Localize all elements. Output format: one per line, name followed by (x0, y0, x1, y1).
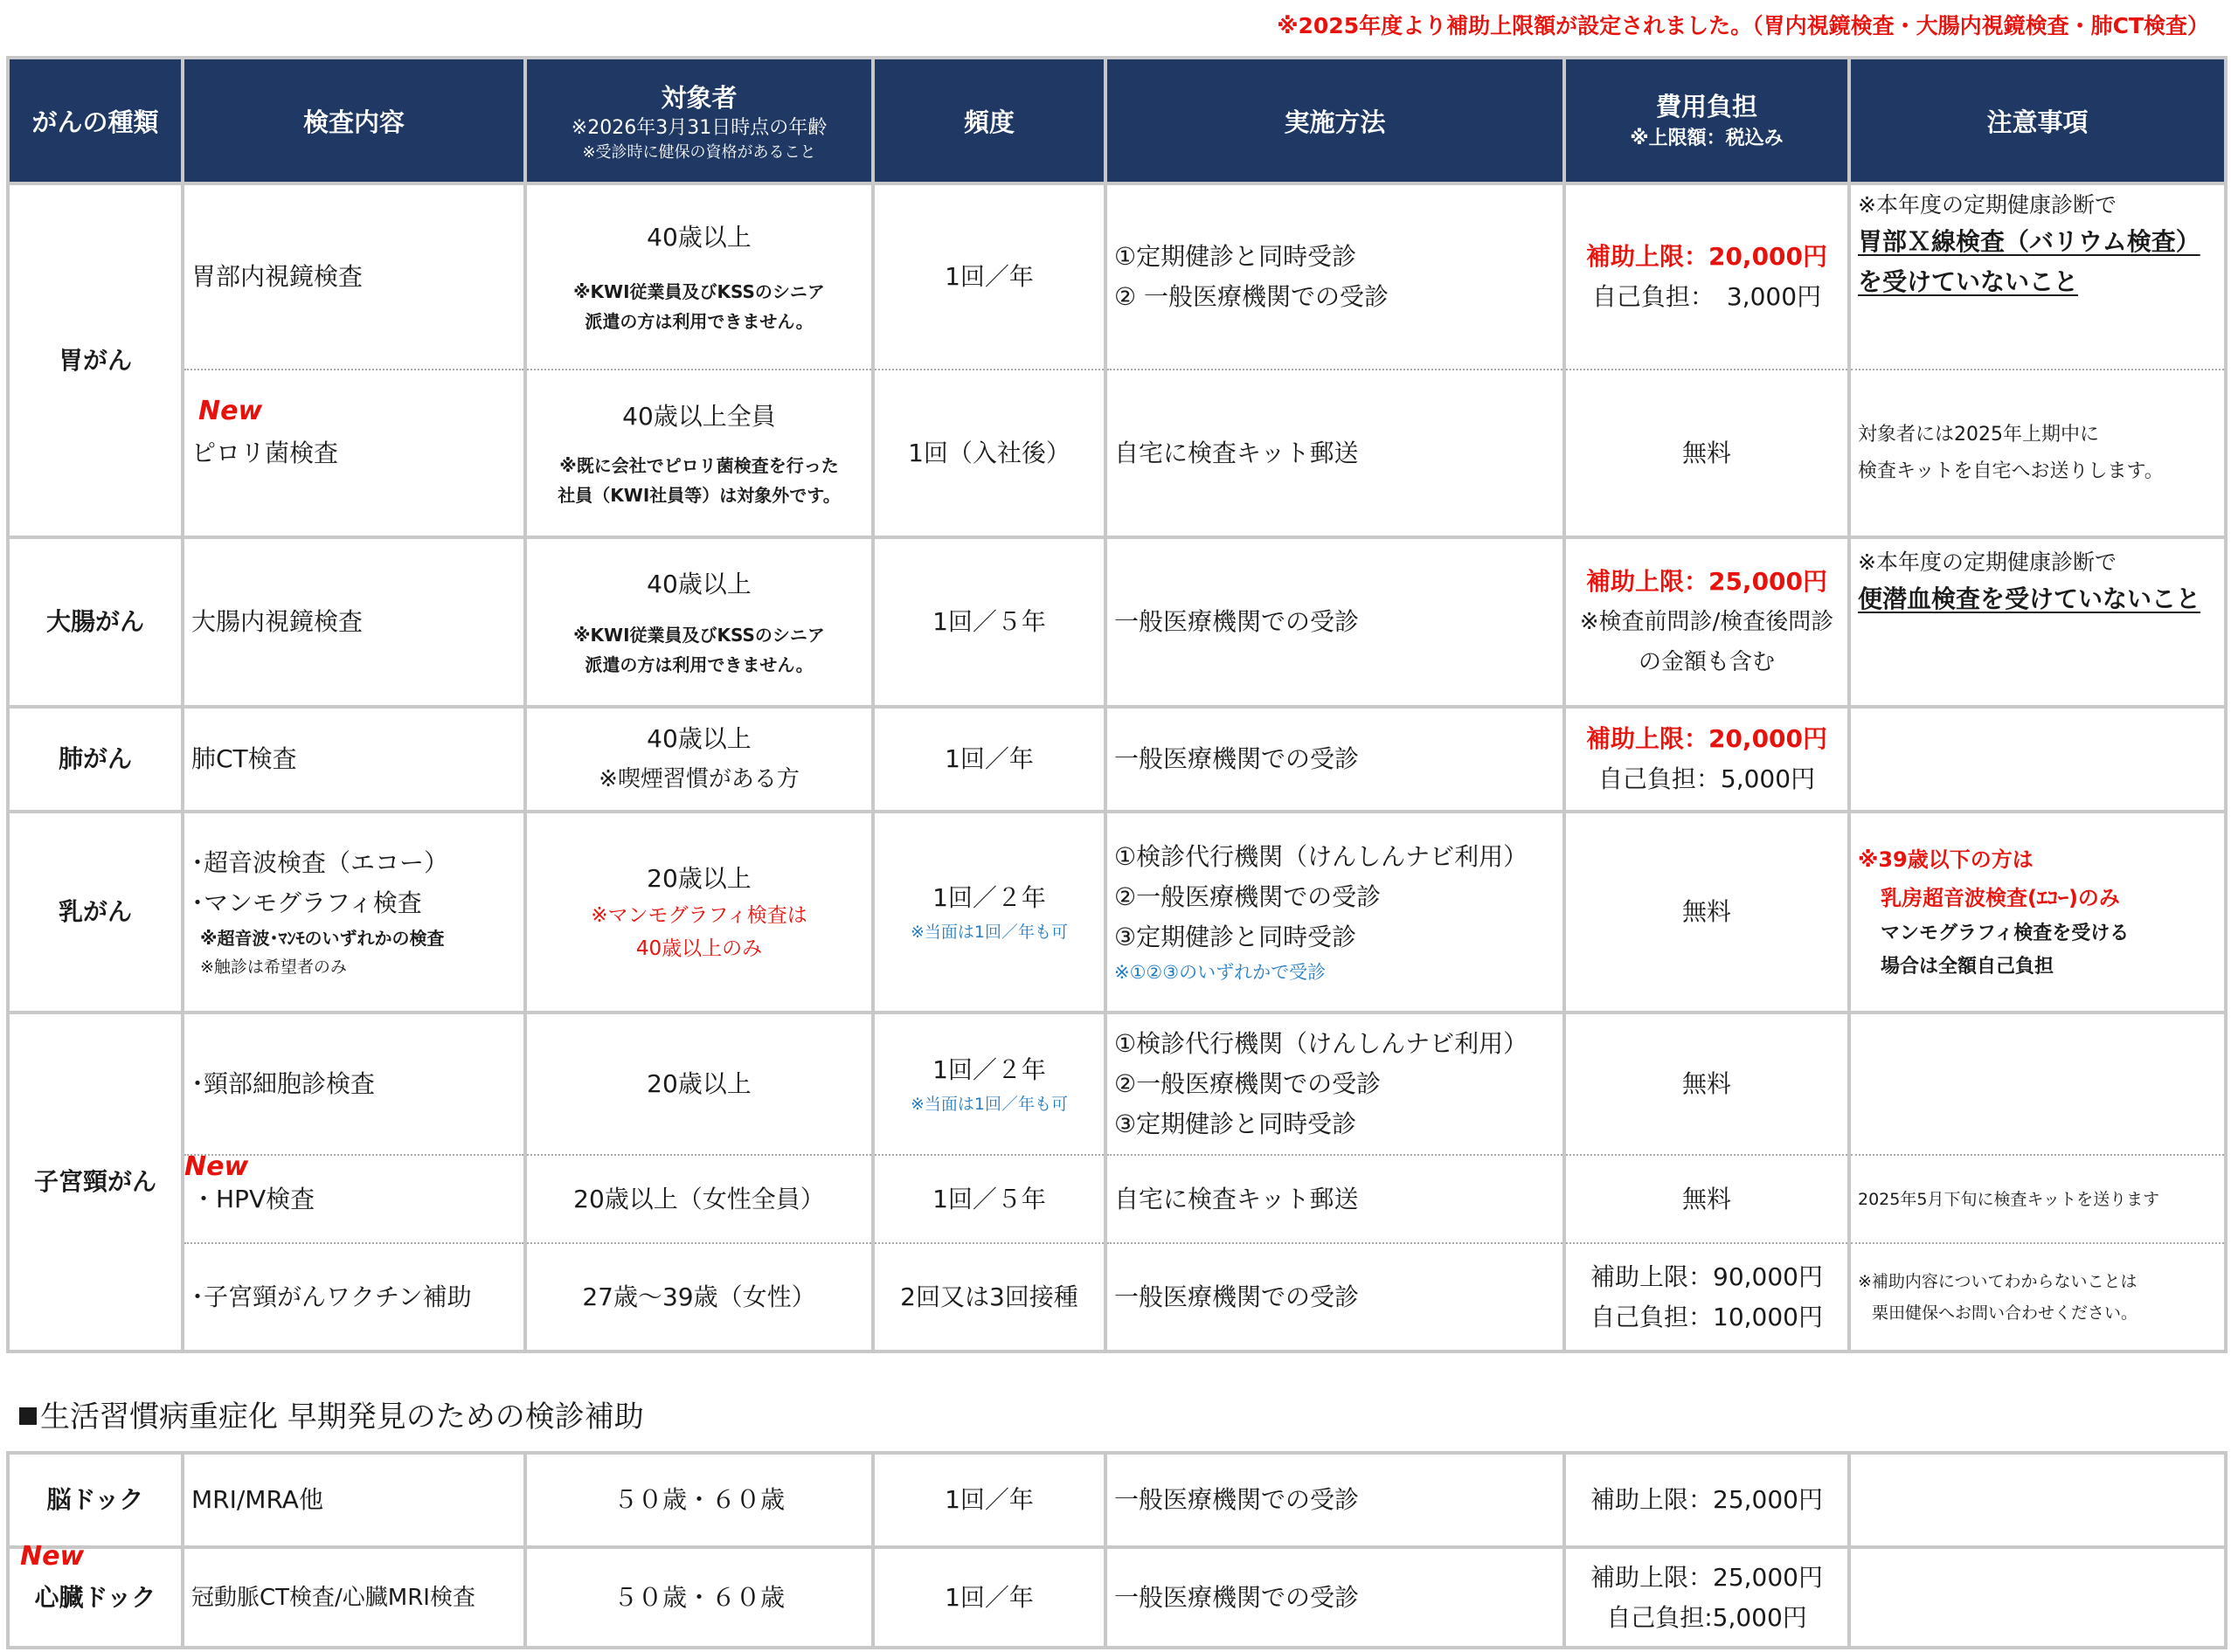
method-line: ② 一般医療機関での受診 (1114, 282, 1389, 311)
note-line: 検査キットを自宅へお送りします。 (1858, 460, 2164, 482)
header-target-insurance-note: ※受診時に健保の資格があること (582, 142, 816, 162)
note-line: 場合は全額自己負担 (1881, 956, 2054, 978)
method-lung: 一般医療機関での受診 (1105, 707, 1564, 812)
frequency-cervical-hpv: 1回／５年 (873, 1155, 1105, 1243)
exam-line: ･マンモグラフィ検査 (191, 888, 422, 917)
new-badge: New (184, 1151, 249, 1182)
row-cervical-cytology (8, 1013, 2226, 1155)
cost-note: の金額も含む (1638, 649, 1775, 675)
note-line: ※補助内容についてわからないことは (1858, 1271, 2137, 1291)
frequency-value: 1回／２年 (932, 1055, 1046, 1084)
method-stomach-pylori: 自宅に検査キット郵送 (1105, 370, 1564, 537)
cost-stomach-pylori: 無料 (1564, 370, 1849, 537)
exam-stomach-endoscopy: 胃部内視鏡検査 (183, 183, 525, 370)
target-cervical-hpv: 20歳以上（女性全員） (525, 1155, 873, 1243)
note-line: マンモグラフィ検査を受ける (1881, 923, 2130, 944)
exam-cervical-cytology: ･頸部細胞診検査 (183, 1013, 525, 1155)
frequency-note: ※当面は1回／年も可 (910, 1095, 1068, 1114)
frequency-value: 1回／２年 (932, 883, 1046, 912)
target-exclusion-note: ※既に会社でピロリ菌検査を行った (559, 454, 839, 476)
target-exclusion-note: 社員（KWI社員等）は対象外です。 (558, 484, 841, 506)
exam-cervical-hpv (183, 1151, 525, 1243)
method-brain-dock: 一般医療機関での受診 (1105, 1453, 1564, 1547)
category-label: 心臓ドック (34, 1582, 156, 1612)
category-heart-dock (8, 1541, 183, 1648)
cost-limit: 補助上限：90,000円 (1590, 1261, 1823, 1291)
cost-cervical-hpv: 無料 (1564, 1155, 1849, 1243)
target-exclusion-note: 派遣の方は利用できません。 (585, 654, 814, 675)
exam-colon: 大腸内視鏡検査 (183, 537, 525, 707)
header-target-label: 対象者 (661, 82, 738, 113)
row-brain-dock (8, 1453, 2226, 1547)
method-line: ②一般医療機関での受診 (1114, 882, 1382, 911)
new-badge: New (20, 1541, 85, 1572)
exam-breast (183, 812, 525, 1013)
target-age: 20歳以上 (647, 864, 752, 893)
notes-cervical-cytology (1849, 1013, 2226, 1155)
header-cancer-type: がんの種類 (8, 58, 183, 183)
exam-lung: 肺CT検査 (183, 707, 525, 812)
row-breast (8, 812, 2226, 1013)
target-breast (525, 812, 873, 1013)
target-cervical-cytology: 20歳以上 (525, 1013, 873, 1155)
note-line: 栗田健保へお問い合わせください。 (1872, 1303, 2138, 1323)
cost-heart-dock (1564, 1547, 1849, 1648)
frequency-note: ※当面は1回／年も可 (910, 923, 1068, 942)
exam-note: ※超音波･ﾏﾝﾓのいずれかの検査 (200, 928, 445, 949)
header-cost (1564, 58, 1849, 183)
method-breast (1105, 812, 1564, 1013)
exam-label: ・HPV検査 (191, 1184, 315, 1213)
method-line: ①検診代行機関（けんしんナビ利用） (1114, 842, 1528, 871)
cost-lung (1564, 707, 1849, 812)
row-colon (8, 537, 2226, 707)
method-line: ②一般医療機関での受診 (1114, 1069, 1382, 1098)
header-exam: 検査内容 (183, 58, 525, 183)
frequency-brain-dock: 1回／年 (873, 1453, 1105, 1547)
exam-brain-dock: MRI/MRA他 (183, 1453, 525, 1547)
note-line: 胃部Ｘ線検査（バリウム検査） (1858, 227, 2200, 256)
cost-colon (1564, 537, 1849, 707)
header-notes: 注意事項 (1849, 58, 2226, 183)
target-age: 40歳以上全員 (622, 401, 776, 431)
exam-cervical-vaccine: ･子宮頸がんワクチン補助 (183, 1243, 525, 1351)
cost-self: 自己負担：5,000円 (1597, 764, 1816, 793)
notes-cervical-hpv: 2025年5月下旬に検査キットを送ります (1849, 1155, 2226, 1243)
note-line: ※本年度の定期健康診断で (1858, 550, 2117, 575)
method-heart-dock: 一般医療機関での受診 (1105, 1547, 1564, 1648)
cost-self: 自己負担：10,000円 (1590, 1302, 1823, 1331)
frequency-heart-dock: 1回／年 (873, 1547, 1105, 1648)
notes-stomach-pylori (1849, 370, 2226, 537)
target-cervical-vaccine: 27歳～39歳（女性） (525, 1243, 873, 1351)
target-heart-dock: ５０歳・６０歳 (525, 1547, 873, 1648)
method-cervical-vaccine: 一般医療機関での受診 (1105, 1243, 1564, 1351)
row-cervical-vaccine (8, 1243, 2226, 1351)
row-heart-dock (8, 1547, 2226, 1648)
note-line: ※本年度の定期健康診断で (1858, 192, 2117, 218)
method-stomach-endoscopy (1105, 183, 1564, 370)
method-line: ③定期健診と同時受診 (1114, 1109, 1357, 1138)
new-badge: New (198, 396, 263, 426)
method-line: ①検診代行機関（けんしんナビ利用） (1114, 1029, 1528, 1058)
row-stomach-pylori (8, 370, 2226, 537)
target-exclusion-note: 派遣の方は利用できません。 (585, 311, 814, 332)
cost-note: ※検査前問診/検査後問診 (1579, 609, 1834, 635)
cost-cervical-vaccine (1564, 1243, 1849, 1351)
notes-lung (1849, 707, 2226, 812)
target-lung (525, 707, 873, 812)
cost-self: 自己負担： 3,000円 (1591, 282, 1822, 311)
target-stomach-pylori (525, 370, 873, 537)
target-stomach-endoscopy (525, 183, 873, 370)
frequency-breast (873, 812, 1105, 1013)
exam-line: ･超音波検査（エコー） (191, 848, 449, 877)
notes-brain-dock (1849, 1453, 2226, 1547)
method-cervical-cytology (1105, 1013, 1564, 1155)
category-lung: 肺がん (8, 707, 183, 812)
frequency-colon: 1回／５年 (873, 537, 1105, 707)
cost-limit: 補助上限：20,000円 (1585, 242, 1828, 271)
category-stomach: 胃がん (8, 183, 183, 537)
square-bullet-icon (19, 1407, 37, 1425)
frequency-stomach-endoscopy: 1回／年 (873, 183, 1105, 370)
subsidy-limit-notice: ※2025年度より補助上限額が設定されました。（胃内視鏡検査・大腸内視鏡検査・肺CT検査） (1277, 13, 2209, 38)
lifestyle-checkup-table (6, 1451, 2228, 1649)
note-line: ※39歳以下の方は (1858, 847, 2034, 872)
notes-heart-dock (1849, 1547, 2226, 1648)
note-line: を受けていないこと (1858, 267, 2079, 296)
header-frequency: 頻度 (873, 58, 1105, 183)
target-age: 40歳以上 (647, 570, 752, 598)
target-mammo-note: 40歳以上のみ (635, 937, 763, 960)
target-exclusion-note: ※KWI従業員及びKSSのシニア (573, 281, 825, 302)
method-line: ③定期健診と同時受診 (1114, 923, 1357, 951)
method-line: ①定期健診と同時受診 (1114, 242, 1357, 271)
target-smoking-note: ※喫煙習慣がある方 (599, 766, 800, 792)
cancer-screening-table (6, 56, 2228, 1353)
lifestyle-section-heading (19, 1393, 644, 1435)
cost-cervical-cytology: 無料 (1564, 1013, 1849, 1155)
target-age: 40歳以上 (647, 223, 752, 252)
cost-stomach-endoscopy (1564, 183, 1849, 370)
row-stomach-endoscopy (8, 183, 2226, 370)
cost-limit: 補助上限：25,000円 (1590, 1562, 1823, 1592)
method-cervical-hpv: 自宅に検査キット郵送 (1105, 1155, 1564, 1243)
exam-stomach-pylori (183, 370, 525, 537)
method-note: ※①②③のいずれかで受診 (1114, 962, 1327, 983)
header-cost-note: ※上限額：税込み (1630, 127, 1784, 149)
target-brain-dock: ５０歳・６０歳 (525, 1453, 873, 1547)
cost-limit: 補助上限：25,000円 (1585, 567, 1828, 596)
target-mammo-note: ※マンモグラフィ検査は (591, 904, 807, 927)
frequency-lung: 1回／年 (873, 707, 1105, 812)
row-lung (8, 707, 2226, 812)
exam-note: ※触診は希望者のみ (200, 957, 347, 977)
header-target (525, 58, 873, 183)
notes-stomach-endoscopy (1849, 183, 2226, 370)
header-method: 実施方法 (1105, 58, 1564, 183)
cost-self: 自己負担:5,000円 (1606, 1602, 1807, 1632)
cost-breast: 無料 (1564, 812, 1849, 1013)
method-colon: 一般医療機関での受診 (1105, 537, 1564, 707)
row-cervical-hpv (8, 1155, 2226, 1243)
category-breast: 乳がん (8, 812, 183, 1013)
cost-brain-dock: 補助上限：25,000円 (1564, 1453, 1849, 1547)
category-colon: 大腸がん (8, 537, 183, 707)
frequency-cervical-vaccine: 2回又は3回接種 (873, 1243, 1105, 1351)
header-target-age-note: ※2026年3月31日時点の年齢 (571, 116, 828, 139)
header-row (8, 58, 2226, 183)
notes-breast (1849, 812, 2226, 1013)
notes-cervical-vaccine (1849, 1243, 2226, 1351)
note-line: 対象者には2025年上期中に (1858, 423, 2099, 446)
cost-limit: 補助上限：20,000円 (1585, 724, 1828, 753)
target-exclusion-note: ※KWI従業員及びKSSのシニア (573, 625, 825, 646)
target-age: 40歳以上 (647, 724, 752, 753)
target-colon (525, 537, 873, 707)
note-line: 乳房超音波検査(ｴｺｰ)のみ (1881, 886, 2120, 910)
notes-colon (1849, 537, 2226, 707)
exam-label: ピロリ菌検査 (191, 438, 339, 467)
note-line: 便潜血検査を受けていないこと (1858, 584, 2201, 613)
category-brain-dock: 脳ドック (8, 1453, 183, 1547)
header-cost-label: 費用負担 (1655, 91, 1757, 121)
frequency-cervical-cytology (873, 1013, 1105, 1155)
frequency-stomach-pylori: 1回（入社後） (873, 370, 1105, 537)
exam-heart-dock: 冠動脈CT検査/心臓MRI検査 (183, 1547, 525, 1648)
category-cervical: 子宮頸がん (8, 1013, 183, 1351)
lifestyle-heading-text: 生活習慣病重症化 早期発見のための検診補助 (40, 1400, 644, 1434)
